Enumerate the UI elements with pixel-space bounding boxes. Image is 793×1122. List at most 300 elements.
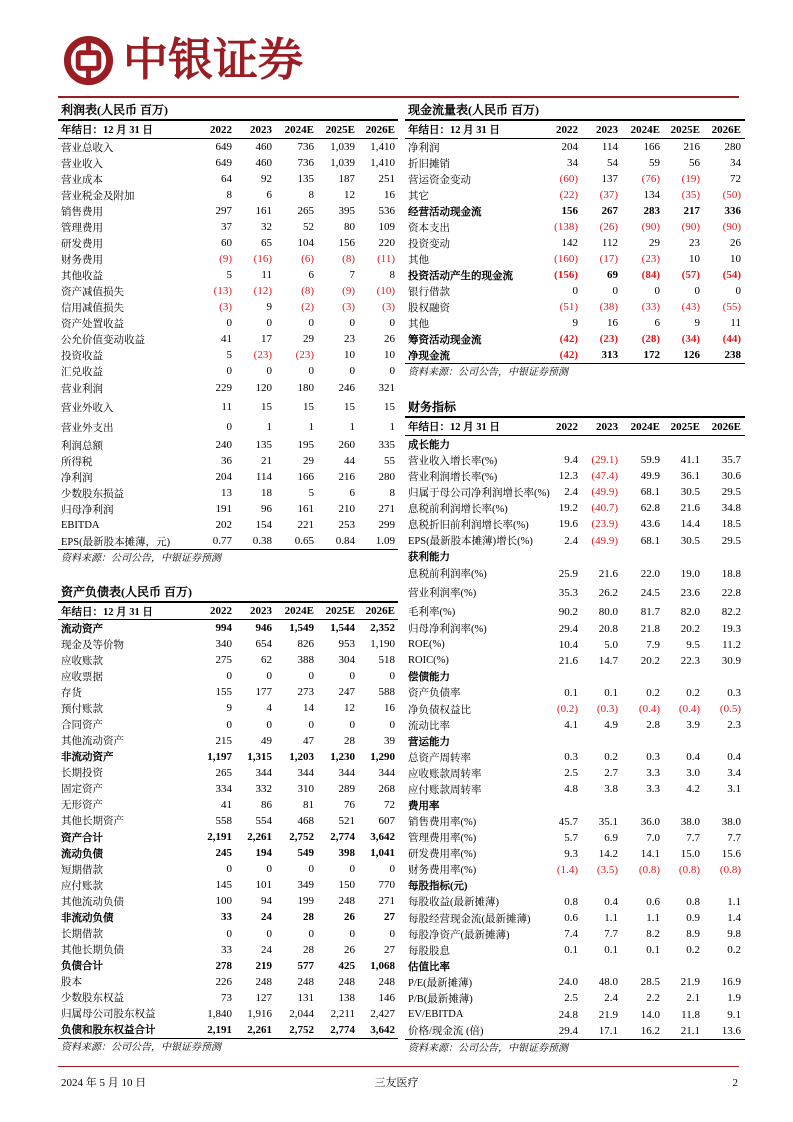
value-cell: 23 bbox=[689, 237, 700, 249]
row-label: 财务费用率(%) bbox=[408, 865, 477, 877]
row-label: 营业外收入 bbox=[61, 402, 114, 414]
value-cell: 68.1 bbox=[640, 534, 660, 547]
value-cell: 35.3 bbox=[558, 586, 578, 599]
year-column-header: 2022 bbox=[210, 605, 232, 617]
value-cell: 56 bbox=[689, 157, 700, 169]
value-cell: 44 bbox=[344, 455, 355, 467]
value-cell: (3) bbox=[382, 301, 395, 313]
value-cell: 194 bbox=[255, 847, 272, 860]
row-label: 信用减值损失 bbox=[61, 302, 124, 314]
value-cell: 26 bbox=[384, 333, 395, 345]
value-cell: 0 bbox=[308, 718, 314, 731]
value-cell: 0.1 bbox=[564, 944, 578, 957]
value-cell: 221 bbox=[297, 519, 314, 531]
value-cell: 248 bbox=[255, 975, 272, 988]
value-cell: 0.1 bbox=[604, 686, 618, 699]
value-cell: 5 bbox=[308, 487, 314, 499]
row-label: 流动负债 bbox=[61, 848, 103, 860]
value-cell: 19.2 bbox=[558, 502, 578, 515]
value-cell: 460 bbox=[255, 141, 272, 153]
value-cell: 1,039 bbox=[330, 141, 355, 153]
value-cell: (23) bbox=[295, 349, 314, 361]
value-cell: 518 bbox=[378, 654, 395, 667]
value-cell: 13.6 bbox=[721, 1024, 741, 1037]
value-cell: 80.0 bbox=[598, 605, 618, 618]
value-cell: 0 bbox=[308, 317, 314, 329]
value-cell: 0 bbox=[308, 927, 314, 940]
value-cell: 1,039 bbox=[330, 157, 355, 169]
value-cell: 310 bbox=[297, 782, 314, 795]
financial-ratios-table bbox=[405, 399, 745, 1056]
value-cell: 36 bbox=[221, 455, 232, 467]
value-cell: 14.0 bbox=[640, 1008, 660, 1021]
value-cell: (6) bbox=[301, 253, 314, 265]
table-row bbox=[405, 283, 745, 299]
value-cell: 265 bbox=[215, 766, 232, 779]
value-cell: 20.2 bbox=[640, 654, 660, 667]
value-cell: 210 bbox=[338, 503, 355, 515]
value-cell: 14.1 bbox=[640, 847, 660, 860]
value-cell: (76) bbox=[641, 173, 660, 185]
value-cell: (9) bbox=[342, 285, 355, 297]
value-cell: 27 bbox=[384, 943, 395, 956]
table-row bbox=[405, 685, 745, 701]
value-cell: 3.8 bbox=[604, 783, 618, 796]
value-cell: 137 bbox=[601, 173, 618, 185]
value-cell: 109 bbox=[378, 221, 395, 233]
value-cell: 3.0 bbox=[686, 767, 700, 780]
table-row bbox=[58, 203, 398, 219]
value-cell: (10) bbox=[376, 285, 395, 297]
value-cell: 114 bbox=[255, 471, 272, 483]
value-cell: 994 bbox=[215, 622, 232, 635]
value-cell: 172 bbox=[643, 349, 660, 361]
table-body bbox=[405, 139, 745, 364]
table-row bbox=[405, 1023, 745, 1039]
value-cell: 0 bbox=[226, 927, 232, 940]
table-row bbox=[58, 267, 398, 283]
value-cell: 0.2 bbox=[646, 686, 660, 699]
value-cell: 2.4 bbox=[564, 534, 578, 547]
value-cell: 2,261 bbox=[247, 831, 272, 844]
row-label: 净利润 bbox=[61, 472, 93, 484]
value-cell: 43.6 bbox=[640, 518, 660, 531]
table-row bbox=[58, 139, 398, 155]
value-cell: 7 bbox=[349, 269, 355, 281]
table-row bbox=[58, 533, 398, 549]
value-cell: (33) bbox=[641, 301, 660, 313]
value-cell: 6 bbox=[654, 317, 660, 329]
value-cell: 0 bbox=[308, 365, 314, 377]
table-row bbox=[405, 926, 745, 942]
value-cell: 299 bbox=[378, 519, 395, 531]
value-cell: 2,261 bbox=[247, 1023, 272, 1036]
value-cell: 5.7 bbox=[564, 831, 578, 844]
value-cell: 156 bbox=[561, 205, 578, 217]
value-cell: (138) bbox=[554, 221, 578, 233]
value-cell: 73 bbox=[221, 991, 232, 1004]
value-cell: 395 bbox=[338, 205, 355, 217]
value-cell: 1,544 bbox=[330, 622, 355, 635]
value-cell: 7.7 bbox=[727, 831, 741, 844]
value-cell: 0 bbox=[308, 863, 314, 876]
value-cell: 82.0 bbox=[680, 605, 700, 618]
row-label: 预付账款 bbox=[61, 703, 103, 715]
value-cell: 0.84 bbox=[335, 535, 355, 547]
value-cell: 37 bbox=[221, 221, 232, 233]
table-row bbox=[405, 516, 745, 532]
table-row bbox=[58, 829, 398, 845]
value-cell: 344 bbox=[255, 766, 272, 779]
table-row bbox=[405, 203, 745, 219]
value-cell: 1,290 bbox=[370, 750, 395, 763]
value-cell: 275 bbox=[215, 654, 232, 667]
value-cell: 9 bbox=[572, 317, 578, 329]
table-row bbox=[405, 331, 745, 347]
value-cell: 0.1 bbox=[646, 944, 660, 957]
value-cell: 9 bbox=[226, 702, 232, 715]
value-cell: 8.9 bbox=[686, 928, 700, 941]
value-cell: 9.5 bbox=[686, 638, 700, 651]
value-cell: 1,230 bbox=[330, 750, 355, 763]
table-row bbox=[58, 283, 398, 299]
value-cell: 219 bbox=[255, 959, 272, 972]
table-row bbox=[58, 925, 398, 941]
value-cell: 26.2 bbox=[598, 586, 618, 599]
value-cell: 33 bbox=[221, 911, 232, 924]
value-cell: 16 bbox=[384, 189, 395, 201]
value-cell: 248 bbox=[297, 975, 314, 988]
value-cell: 25.9 bbox=[558, 567, 578, 580]
value-cell: 41 bbox=[221, 333, 232, 345]
value-cell: 19.6 bbox=[558, 518, 578, 531]
table-row bbox=[58, 716, 398, 732]
value-cell: 238 bbox=[724, 349, 741, 361]
value-cell: 59.9 bbox=[640, 454, 660, 467]
table-row bbox=[58, 813, 398, 829]
value-cell: (0.4) bbox=[678, 703, 700, 716]
value-cell: (3) bbox=[342, 301, 355, 313]
value-cell: 2.7 bbox=[604, 767, 618, 780]
value-cell: 15 bbox=[344, 401, 355, 413]
value-cell: (9) bbox=[219, 253, 232, 265]
value-cell: 1.1 bbox=[646, 912, 660, 925]
value-cell: 344 bbox=[338, 766, 355, 779]
table-row bbox=[405, 637, 745, 653]
value-cell: 204 bbox=[561, 141, 578, 153]
value-cell: 161 bbox=[297, 503, 314, 515]
table-row bbox=[58, 893, 398, 909]
row-label: 股本 bbox=[61, 977, 82, 989]
value-cell: 246 bbox=[338, 382, 355, 394]
value-cell: (55) bbox=[722, 301, 741, 313]
value-cell: (0.4) bbox=[638, 703, 660, 716]
value-cell: (0.5) bbox=[719, 703, 741, 716]
value-cell: 68.1 bbox=[640, 486, 660, 499]
row-label: 其他 bbox=[408, 318, 429, 330]
section-label: 成长能力 bbox=[408, 439, 450, 451]
value-cell: 649 bbox=[215, 141, 232, 153]
row-label: 归属母公司股东权益 bbox=[61, 1009, 156, 1021]
value-cell: 216 bbox=[683, 141, 700, 153]
row-label: 营业利润率(%) bbox=[408, 588, 477, 600]
row-label: 资产处置收益 bbox=[61, 318, 124, 330]
row-label: 资产负债率 bbox=[408, 688, 461, 700]
value-cell: 32 bbox=[261, 221, 272, 233]
value-cell: 12 bbox=[344, 189, 355, 201]
table-row bbox=[405, 583, 745, 603]
value-cell: (90) bbox=[722, 221, 741, 233]
value-cell: 82.2 bbox=[721, 605, 741, 618]
value-cell: 22.8 bbox=[721, 586, 741, 599]
value-cell: 549 bbox=[297, 847, 314, 860]
value-cell: 2,191 bbox=[207, 1023, 232, 1036]
row-label: 应付账款周转率 bbox=[408, 784, 482, 796]
value-cell: (49.9) bbox=[591, 486, 618, 499]
value-cell: 216 bbox=[338, 471, 355, 483]
value-cell: 4.1 bbox=[564, 719, 578, 732]
value-cell: 24.5 bbox=[640, 586, 660, 599]
row-label: 息税前利润增长率(%) bbox=[408, 503, 508, 515]
table-row bbox=[58, 958, 398, 974]
company-name: 三友医疗 bbox=[374, 1077, 419, 1089]
row-label: 投资收益 bbox=[61, 350, 103, 362]
value-cell: 81.7 bbox=[640, 605, 660, 618]
value-cell: 20.8 bbox=[598, 622, 618, 635]
table-row bbox=[58, 636, 398, 652]
value-cell: 17 bbox=[261, 333, 272, 345]
value-cell: 248 bbox=[338, 895, 355, 908]
value-cell: 1,197 bbox=[207, 750, 232, 763]
value-cell: 649 bbox=[215, 157, 232, 169]
row-label: 销售费用率(%) bbox=[408, 817, 477, 829]
row-label: 净负债权益比 bbox=[408, 704, 471, 716]
value-cell: 54 bbox=[607, 157, 618, 169]
value-cell: 2,774 bbox=[330, 831, 355, 844]
row-label: 资产减值损失 bbox=[61, 286, 124, 298]
value-cell: 0 bbox=[389, 863, 395, 876]
value-cell: 19.3 bbox=[721, 622, 741, 635]
row-label: 归母净利润 bbox=[61, 504, 114, 516]
value-cell: 0 bbox=[694, 285, 700, 297]
value-cell: 35.7 bbox=[721, 454, 741, 467]
table-header-row bbox=[58, 603, 398, 620]
value-cell: 217 bbox=[683, 205, 700, 217]
table-row bbox=[58, 251, 398, 267]
value-cell: (26) bbox=[599, 221, 618, 233]
value-cell: 7.9 bbox=[646, 638, 660, 651]
value-cell: 0 bbox=[226, 317, 232, 329]
table-row bbox=[405, 468, 745, 484]
value-cell: 0.6 bbox=[646, 895, 660, 908]
fiscal-year-end-header: 年结日：12 月 31 日 bbox=[61, 606, 153, 618]
value-cell: 0 bbox=[226, 670, 232, 683]
value-cell: 138 bbox=[338, 991, 355, 1004]
value-cell: 72 bbox=[384, 798, 395, 811]
value-cell: 29 bbox=[303, 333, 314, 345]
value-cell: 36.1 bbox=[680, 470, 700, 483]
value-cell: 94 bbox=[261, 895, 272, 908]
row-label: 每股经营现金流(最新摊薄) bbox=[408, 913, 531, 925]
table-row bbox=[58, 155, 398, 171]
value-cell: 1,410 bbox=[370, 141, 395, 153]
value-cell: 35.1 bbox=[598, 815, 618, 828]
row-label: 长期投资 bbox=[61, 768, 103, 780]
value-cell: 278 bbox=[215, 959, 232, 972]
table-row bbox=[58, 974, 398, 990]
value-cell: 1,315 bbox=[247, 750, 272, 763]
value-cell: (51) bbox=[559, 301, 578, 313]
value-cell: 0.3 bbox=[727, 686, 741, 699]
value-cell: 335 bbox=[378, 439, 395, 451]
row-label: P/E(最新摊薄) bbox=[408, 977, 473, 989]
value-cell: (35) bbox=[681, 189, 700, 201]
value-cell: 15 bbox=[261, 401, 272, 413]
table-row bbox=[58, 700, 398, 716]
value-cell: 23.6 bbox=[680, 586, 700, 599]
value-cell: 425 bbox=[338, 959, 355, 972]
value-cell: 21.6 bbox=[558, 654, 578, 667]
value-cell: 0 bbox=[266, 317, 272, 329]
value-cell: 65 bbox=[261, 237, 272, 249]
value-cell: 135 bbox=[255, 439, 272, 451]
table-header-row bbox=[58, 121, 398, 139]
value-cell: 14.4 bbox=[680, 518, 700, 531]
report-date: 2024 年 5 月 10 日 bbox=[61, 1077, 147, 1089]
value-cell: 29.5 bbox=[721, 534, 741, 547]
value-cell: 0 bbox=[389, 670, 395, 683]
value-cell: 27 bbox=[384, 911, 395, 924]
year-column-header: 2026E bbox=[365, 123, 395, 136]
value-cell: 289 bbox=[338, 782, 355, 795]
table-row bbox=[405, 701, 745, 717]
table-row bbox=[405, 139, 745, 155]
value-cell: 112 bbox=[601, 237, 618, 249]
row-label: P/B(最新摊薄) bbox=[408, 993, 473, 1005]
value-cell: 245 bbox=[215, 847, 232, 860]
value-cell: 248 bbox=[338, 975, 355, 988]
value-cell: 9.3 bbox=[564, 847, 578, 860]
table-row bbox=[58, 299, 398, 315]
value-cell: 4.2 bbox=[686, 783, 700, 796]
row-label: 负债和股东权益合计 bbox=[61, 1025, 156, 1037]
value-cell: 577 bbox=[297, 959, 314, 972]
value-cell: (42) bbox=[559, 333, 578, 345]
value-cell: 204 bbox=[215, 471, 232, 483]
row-label: 管理费用率(%) bbox=[408, 833, 477, 845]
table-row bbox=[405, 267, 745, 283]
value-cell: 28 bbox=[344, 734, 355, 747]
row-label: 其他 bbox=[408, 254, 429, 266]
row-label: 应付账款 bbox=[61, 880, 103, 892]
value-cell: 1,916 bbox=[247, 1007, 272, 1020]
table-row bbox=[58, 437, 398, 453]
year-column-header: 2025E bbox=[670, 420, 700, 433]
row-label: 营业成本 bbox=[61, 174, 103, 186]
value-cell: (23) bbox=[599, 333, 618, 345]
boc-logo-icon bbox=[63, 35, 114, 86]
value-cell: 9 bbox=[266, 301, 272, 313]
table-row bbox=[405, 532, 745, 548]
value-cell: 4.9 bbox=[604, 719, 618, 732]
value-cell: 271 bbox=[378, 895, 395, 908]
value-cell: 60 bbox=[221, 237, 232, 249]
value-cell: 0 bbox=[389, 317, 395, 329]
value-cell: 536 bbox=[378, 205, 395, 217]
value-cell: 0.6 bbox=[564, 912, 578, 925]
value-cell: 135 bbox=[297, 173, 314, 185]
row-label: 汇兑收益 bbox=[61, 366, 103, 378]
section-label: 营运能力 bbox=[408, 736, 450, 748]
row-label: 息税前利润率(%) bbox=[408, 569, 487, 581]
value-cell: 114 bbox=[601, 141, 618, 153]
value-cell: 52 bbox=[303, 221, 314, 233]
row-label: 银行借款 bbox=[408, 286, 450, 298]
value-cell: 3,642 bbox=[370, 1023, 395, 1036]
source-note: 资料来源：公司公告，中银证券预测 bbox=[408, 367, 568, 378]
value-cell: 0.9 bbox=[686, 912, 700, 925]
logo-square bbox=[78, 53, 99, 69]
value-cell: 253 bbox=[338, 519, 355, 531]
value-cell: 226 bbox=[215, 975, 232, 988]
value-cell: (0.2) bbox=[556, 703, 578, 716]
value-cell: 1.09 bbox=[375, 535, 395, 547]
row-label: 投资活动产生的现金流 bbox=[408, 270, 513, 282]
value-cell: 177 bbox=[255, 686, 272, 699]
table-row bbox=[58, 877, 398, 893]
value-cell: 29.5 bbox=[721, 486, 741, 499]
value-cell: (38) bbox=[599, 301, 618, 313]
year-column-header: 2026E bbox=[365, 605, 395, 617]
value-cell: 1,041 bbox=[370, 847, 395, 860]
table-row bbox=[405, 846, 745, 862]
value-cell: 15.0 bbox=[680, 847, 700, 860]
value-cell: 80 bbox=[344, 221, 355, 233]
value-cell: 1.9 bbox=[727, 992, 741, 1005]
value-cell: 8.2 bbox=[646, 928, 660, 941]
value-cell: 1 bbox=[266, 421, 272, 433]
row-label: 合同资产 bbox=[61, 720, 103, 731]
value-cell: 398 bbox=[338, 847, 355, 860]
value-cell: 14 bbox=[303, 702, 314, 715]
value-cell: 100 bbox=[215, 895, 232, 908]
row-label: 资产合计 bbox=[61, 832, 103, 844]
row-label: 少数股东权益 bbox=[61, 993, 124, 1005]
value-cell: 736 bbox=[297, 157, 314, 169]
table-row bbox=[405, 749, 745, 765]
value-cell: 2.2 bbox=[646, 992, 660, 1005]
value-cell: 240 bbox=[215, 439, 232, 451]
table-row bbox=[58, 187, 398, 203]
value-cell: 0 bbox=[349, 718, 355, 731]
value-cell: 36.0 bbox=[640, 815, 660, 828]
value-cell: 62 bbox=[261, 654, 272, 667]
table-row bbox=[58, 347, 398, 363]
value-cell: 554 bbox=[255, 814, 272, 827]
table-row bbox=[405, 717, 745, 733]
value-cell: 11 bbox=[261, 269, 272, 281]
value-cell: 0.2 bbox=[686, 686, 700, 699]
value-cell: 1,203 bbox=[289, 750, 314, 763]
row-label: 总资产周转率 bbox=[408, 752, 471, 764]
value-cell: 69 bbox=[607, 269, 618, 281]
row-label: 销售费用 bbox=[61, 206, 103, 218]
row-label: 营业收入 bbox=[61, 158, 103, 170]
value-cell: 215 bbox=[215, 734, 232, 747]
value-cell: 101 bbox=[255, 879, 272, 892]
value-cell: 0.4 bbox=[604, 895, 618, 908]
cash-flow-title: 现金流量表(人民币 百万) bbox=[405, 102, 745, 121]
